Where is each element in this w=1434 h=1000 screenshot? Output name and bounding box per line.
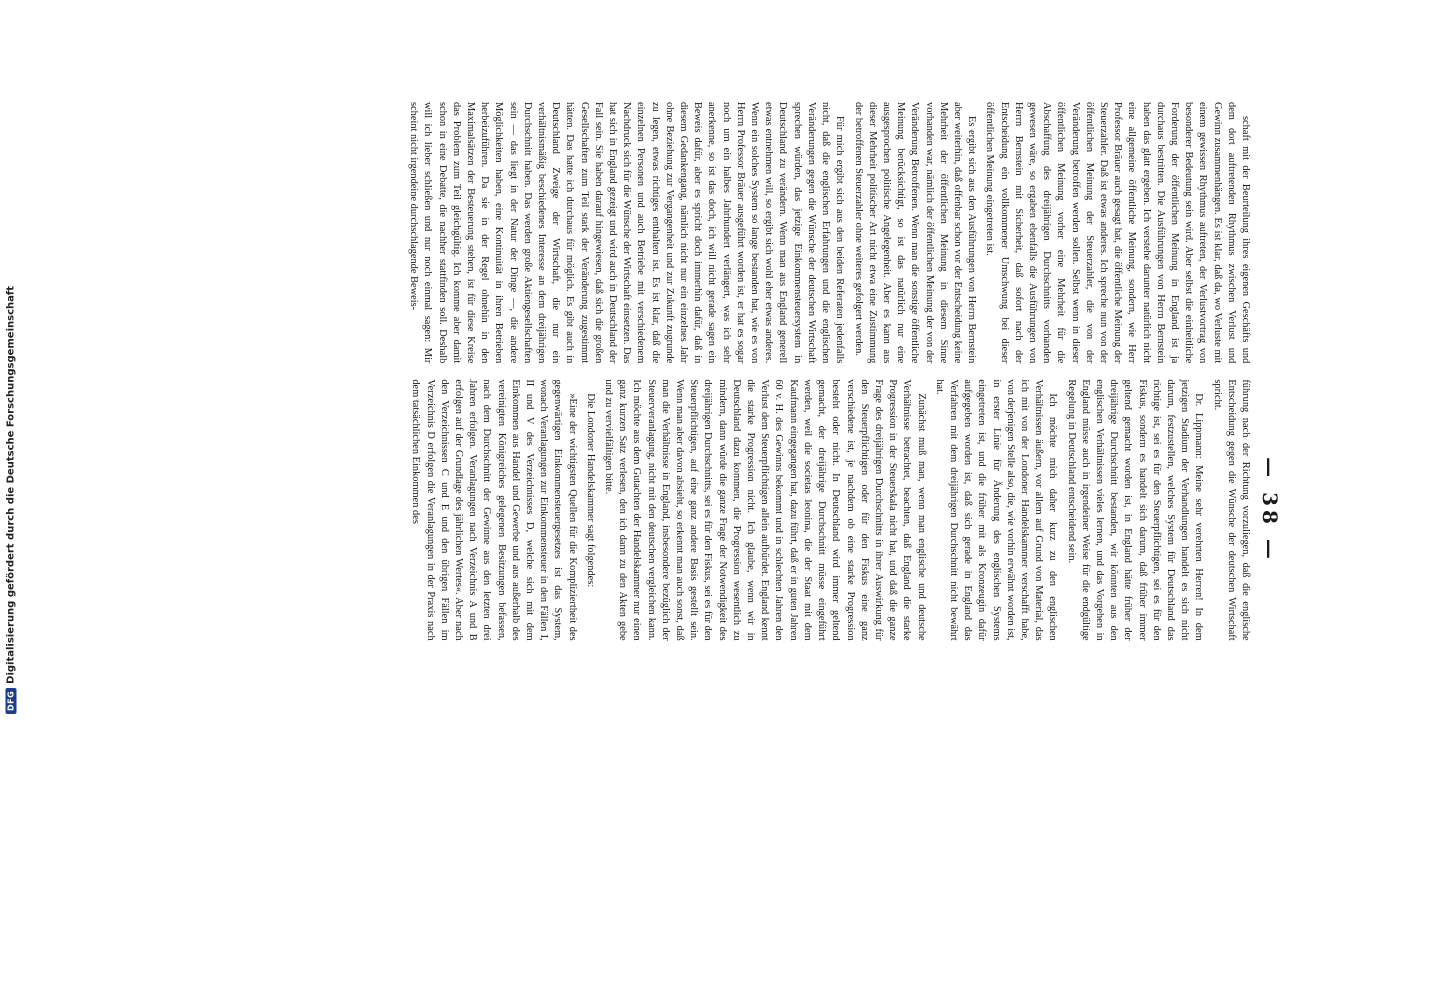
paragraph: führung nach der Richtung vorzuliegen, daß die englische Entscheidung gegen die Wünsche der deutschen Wirtschaft spricht.: [1211, 379, 1251, 641]
paragraph: schaft mit der Beurteilung ihres eigenen Geschäfts und dem dort auftretenden Rhythmus zwischen Verlust und Gewinn zusammenhängen. Es ist klar, daß da, wo Verluste mit einem gewissen Rhythmus auftreten, der Verlustvortrag von besonderer Bedeutung sein wird. Aber selbst die einheitliche Forderung der öffentlichen Meinung in England ist ja durchaus bestritten. Die Ausführungen von Herrn Bernstein haben das glatt ergeben. Ich verstehe darunter natürlich nicht eine allgemeine öffentliche Meinung, sondern, wie Herr Professor Bräuer auch gesagt hat, die öffentliche Meinung der Steuerzahler. Daß ist etwas anderes. Ich spreche nun von der öffentlichen Meinung der Steuerzahler, die von der Veränderung betroffen werden sollen. Selbst wenn in dieser öffentlichen Meinung vorher eine Mehrheit für die Abschaffung des dreijährigen Durchschnitts vorhanden gewesen wäre, so ergaben ebenfalls die Ausführungen von Herrn Bernstein mit Sicherheit, daß sofort nach der Entscheidung ein vollkommener Umschwung bei dieser öffentlichen Meinung eingetreten ist.: [984, 102, 1251, 364]
paragraph: Für mich ergibt sich aus den beiden Referaten jedenfalls nicht, daß die englischen Erfahrungen und die englischen Veränderungen gegen die Wünsche der deutschen Wirtschaft sprechen würden, das jetzige Einkommensteuersystem in Deutschland zu verändern. Wenn man aus England generell etwas entnehmen will, so ergibt sich wohl eher etwas anderes. Wenn ein solches System so lange bestanden hat, wie es von Herrn Professor Bräuer ausgeführt worden ist, er hat es sogar noch um ein halbes Jahrhundert verlängert, was ich sehr anerkenne, so ist das doch, ich will nicht gerade sagen ein Beweis dafür, aber es spricht doch immerhin dafür, daß in diesem Gedankengang, nämlich nicht nur ein einzelnes Jahr ohne Beziehung zur Vergangenheit und zur Zukunft zugrunde zu legen, etwas richtiges enthalten ist. Es ist klar, daß die einzelnen Personen und auch Betriebe mit verschiedenem Nachdruck sich für die Wünsche der Wirtschaft einsetzen. Das hat sich in England gezeigt und wird auch in Deutschland der Fall sein. Sie haben darauf hingewiesen, daß sich die großen Gesellschaften zum Teil stark der Veränderung zugestimmt hätten. Das hatte ich durchaus für möglich. Es gibt auch in Deutschland Zweige der Wirtschaft, die nur ein verhältnismäßig beschiedenes Interesse an dem dreijährigen Durchschnitt haben. Das werden große Aktiengesellschaften sein — das liegt in der Natur der Dinge —, die andere Möglichkeiten haben, eine Kontinuität in ihren Betrieben herbeizuführen. Da sie in der Regel ohnehin in den Maximalsätzen der Besteuerung stehen, ist für diese Kreise das Problem zum Teil gleichgültig. Ich komme aber damit schon in eine Debatte, die nachher stattfinden soll. Deshalb will ich lieber schließen und nur noch einmal sagen: Mir scheint nicht irgendeine durchschlagende Beweis-: [408, 102, 846, 364]
digitization-caption: Digitalisierung gefördert durch die Deutsche Forschungsgemeinschaft: [5, 285, 17, 684]
paragraph: »Eine der wichtigsten Quellen für die Kompliziertheit des gegenwärtigen Einkommensteuergesetzes ist das System, wonach Veranlagungen zur Einkommensteuer in den Fällen I, II und V des Verzeichnisses D, welche sich mit dem Einkommen aus Handel und Gewerbe und aus außerhalb des vereinigten Königreiches gelegenen Besitzungen befassen, nach dem Durchschnitt der Gewinne aus den letzten drei Jahren erfolgen. Veranlagungen nach Verzeichnis A und B erfolgen auf der Grundlage des jährlichen Wertes«. Aber nach den Verzeichnissen C und E und den übrigen Fällen im Verzeichnis D erfolgen die Veranlagungen in der Praxis nach dem tatsächlichen Einkommen des: [410, 379, 578, 641]
scanned-page: [100, 80, 1300, 940]
page-body: [110, 90, 1290, 930]
paragraph: Dr. Lippmann: Meine sehr verehrten Herren! In dem jetzigen Stadium der Verhandlungen handelt es sich nicht darum, festzustellen, welches System für Deutschland das richtige ist, sei es für den Steuerpflichtigen, sei es für den Fiskus, sondern es handelt sich darum, daß früher immer geltend gemacht worden ist, in England hätte früher der dreijährige Durchschnitt bestanden, wir könnten aus den englischen Verhältnissen vieles lernen, und das Vorgehen in England müsse auch in irgendeiner Weise für die endgültige Regelung in Deutschland entscheidend sein.: [1065, 379, 1205, 641]
paragraph: Ich möchte mich daher kurz zu den englischen Verhältnissen äußern, vor allem auf Grund von Material, das ich mit von der Londoner Handelskammer verschafft habe, von derjenigen Stelle also, die, wie vorhin erwähnt worden ist, in erster Linie für Änderung des englischen Systems eingetreten ist, und die früher mit als Kronzeugin dafür aufgegeben worden ist, daß sich gerade in England das Verfahren mit dem dreijährigen Durchschnitt nicht bewährt hat.: [933, 379, 1059, 641]
text-columns: [132, 102, 1252, 918]
column-right: [132, 657, 1252, 918]
column-middle: [132, 379, 1252, 640]
digitization-credit: [0, 0, 22, 1000]
dfg-logo: DFG: [6, 688, 17, 714]
paragraph: Zunächst muß man, wenn man englische und deutsche Verhältnisse betrachtet, beachten, daß England die starke Progression in der Steuerskala nicht hat, und daß die ganze Frage des dreijährigen Durchschnitts in ihrer Auswirkung für den Steuerpflichtigen oder für den Fiskus eine ganz verschiedene ist, je nachdem ob eine starke Progression besteht oder nicht. In Deutschland wird immer geltend gemacht, der dreijährige Durchschnitt müsse eingeführt werden, weil die societas leonina, die der Staat mit dem Kaufmann eingegangen hat, dazu führt, daß er in guten Jahren 60 v. H. des Gewinns bekommt und in schlechten Jahren den Verlust dem Steuerpflichtigen allein aufbürdet. England kennt die starke Progression nicht. Ich glaube, wenn wir in Deutschland dazu kommen, die Progression wesentlich zu mindern, dann würde die ganze Frage der Notwendigkeit des dreijährigen Durchschnitts, sei es für den Fiskus, sei es für den Steuerpflichtigen, auf eine ganz andere Basis gestellt sein. Wenn man aber davon absieht, so erkennt man auch sonst, daß man die Verhältnisse in England, insbesondere bezüglich der Steuerveranlagung, nicht mit den deutschen vergleichen kann. Ich möchte aus dem Gutachten der Handelskammer nur einen ganz kurzen Satz verlesen, den ich dann zu den Akten gebe und zu vervielfältigen bitte.: [603, 379, 927, 641]
paragraph: Die Londoner Handelskammer sagt folgendes:: [584, 393, 596, 588]
page-number: — 38 —: [1258, 457, 1282, 563]
paragraph: Es ergibt sich aus den Ausführungen von Herrn Bernstein aber weiterhin, daß offenbar schon vor der Entscheidung keine Mehrheit der öffentlichen Meinung in diesem Sinne vorhanden war, nämlich der öffentlichen Meinung der von der Veränderung Betroffenen. Wenn man die sonstige öffentliche Meinung berücksichtigt, so ist das natürlich nur eine ausgesprochen politische Angelegenheit. Aber es kann aus dieser Mehrheit politischer Art nicht etwa eine Zustimmung der betroffenen Steuerzahler ohne weiteres gefolgert werden.: [852, 102, 978, 364]
column-left: [132, 102, 1252, 363]
